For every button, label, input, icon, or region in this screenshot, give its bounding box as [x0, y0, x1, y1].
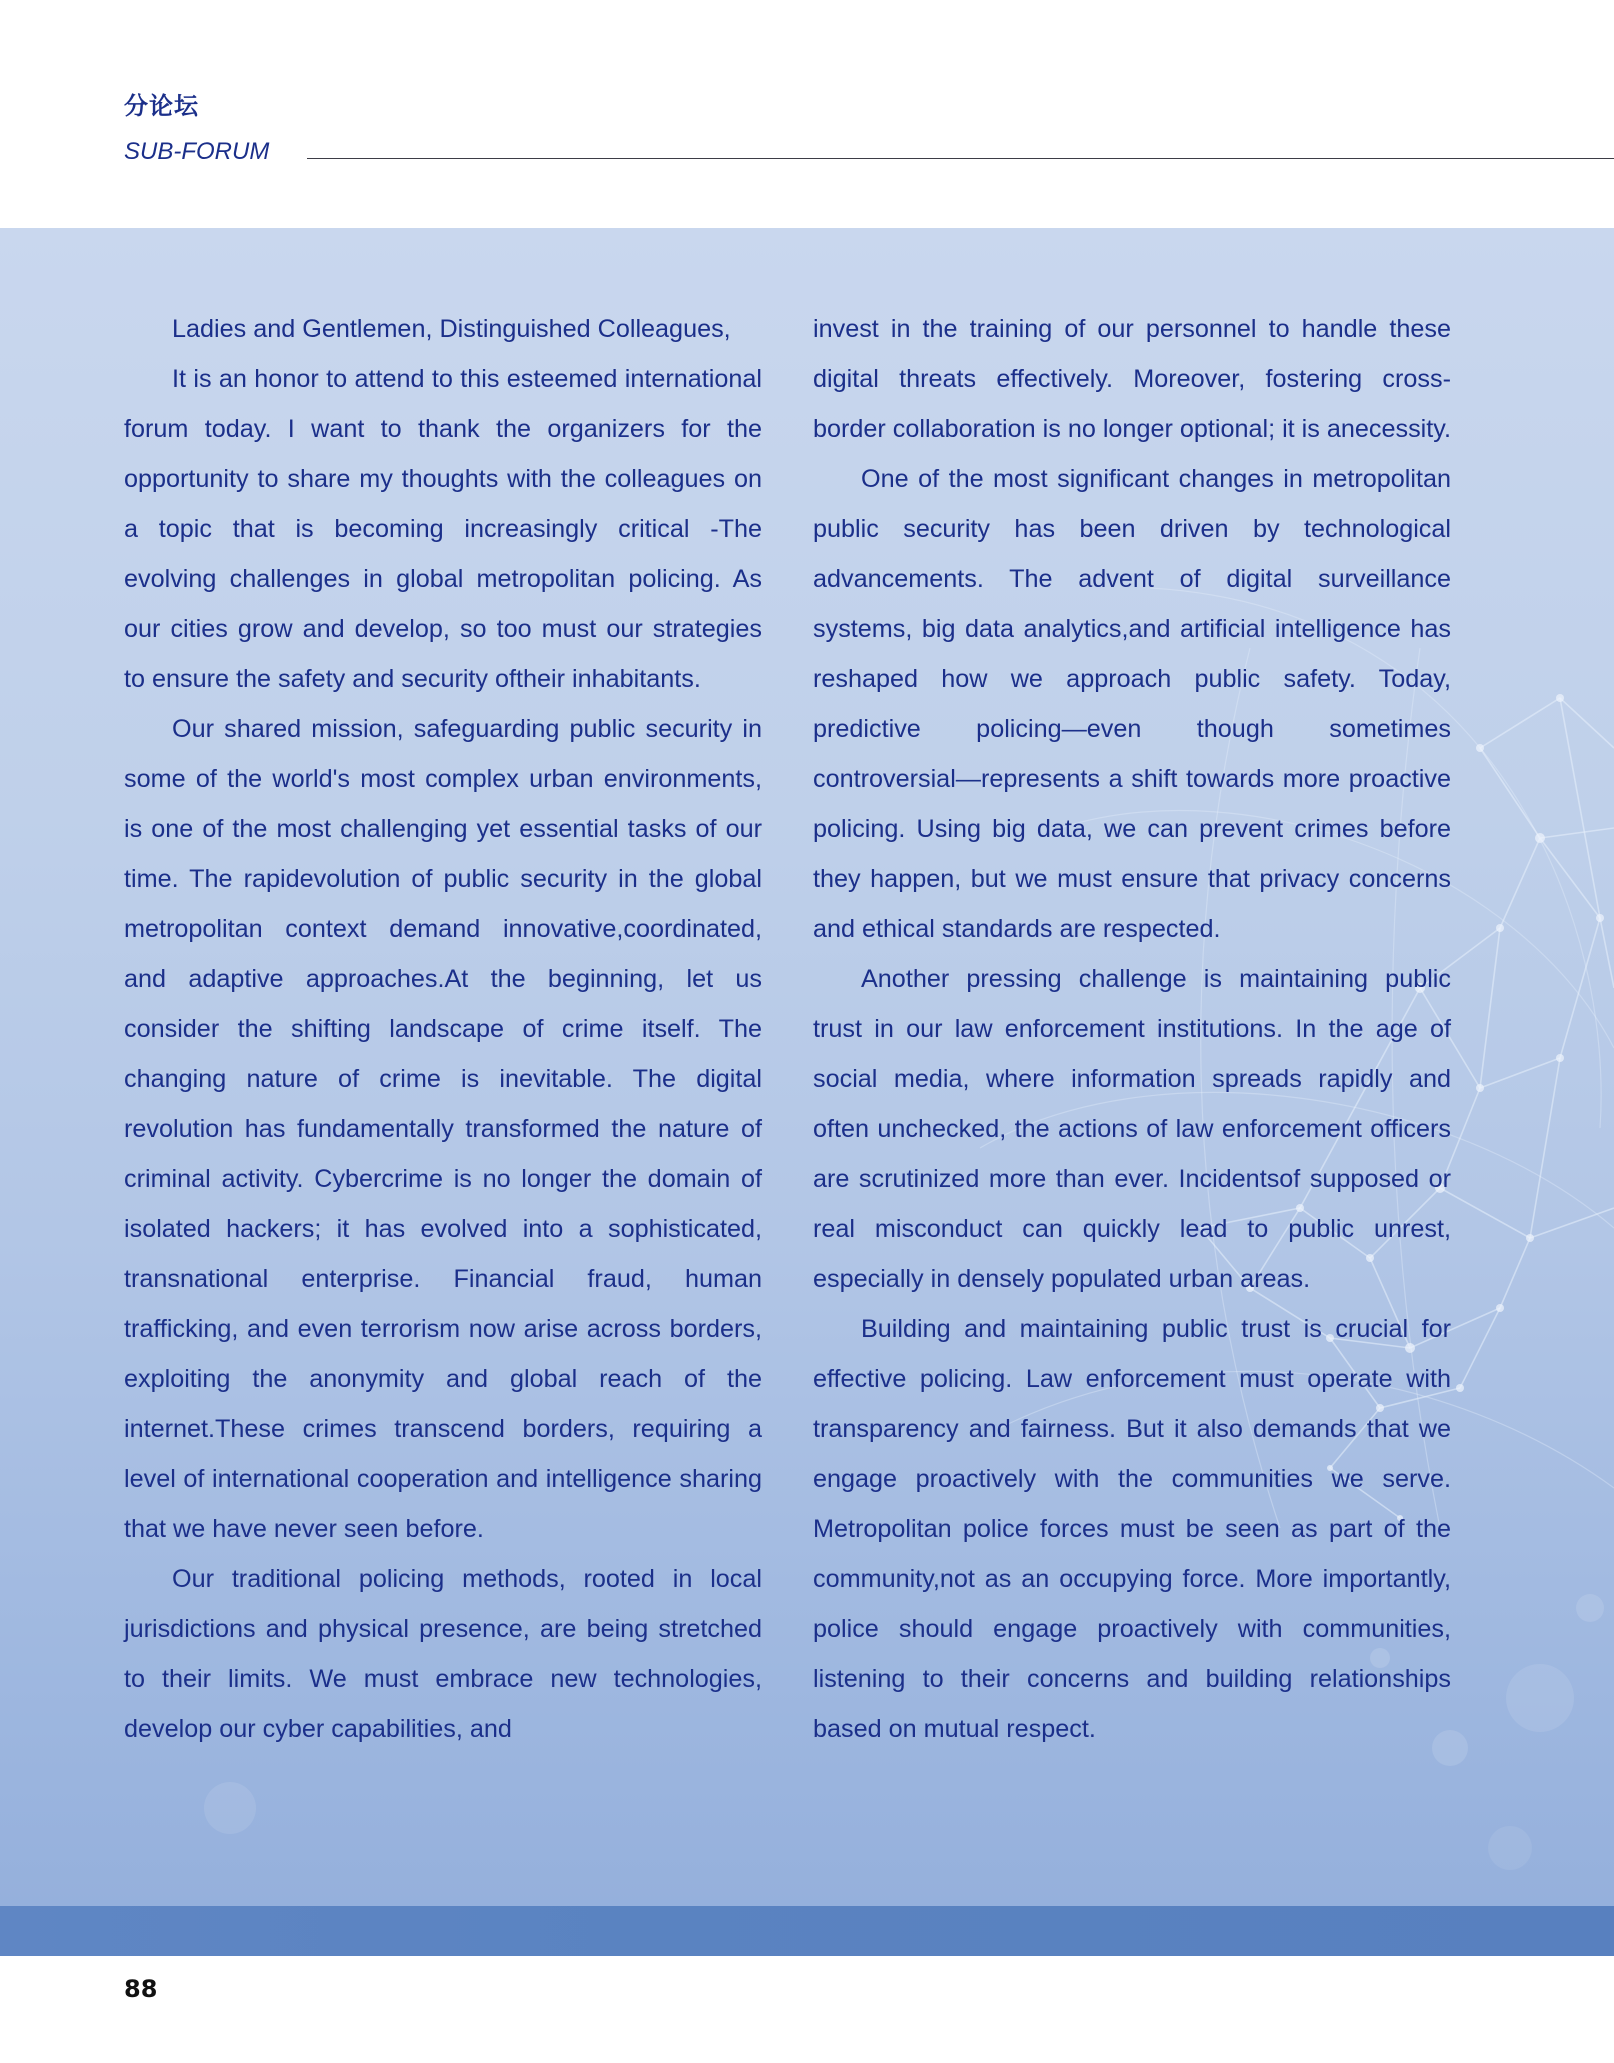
paragraph: invest in the training of our personnel to handle these digital threats effectively. Moreover, fostering cross-border collaboration is no longer optional; it is anecessity.	[813, 315, 1451, 443]
paragraph: Our traditional policing methods, rooted in local jurisdictions and physical presence, are being stretched to their limits. We must embrace new technologies, develop our cyber capabilities, and	[124, 1565, 762, 1743]
paragraph: Ladies and Gentlemen, Distinguished Colleagues,	[172, 315, 731, 343]
paragraph: Our shared mission, safeguarding public security in some of the world's most complex urban environments, is one of the most challenging yet essential tasks of our time. The rapidevolution of public security in the global metropolitan context demand innovative,coordinated, and adaptive approaches.At the beginning, let us consider the shifting landscape of crime itself. The changing nature of crime is inevitable. The digital revolution has fundamentally transformed the nature of criminal activity. Cybercrime is no longer the domain of isolated hackers; it has evolved into a sophisticated, transnational enterprise. Financial fraud, human trafficking, and even terrorism now arise across borders, exploiting the anonymity and global reach of the internet.These crimes transcend borders, requiring a level of international cooperation and intelligence sharing that we have never seen before.	[124, 715, 762, 1543]
section-subtitle: SUB-FORUM	[124, 138, 270, 165]
paragraph: It is an honor to attend to this esteemed international forum today. I want to thank the organizers for the opportunity to share my thoughts with the colleagues on a topic that is becoming increasingly critical -The evolving challenges in global metropolitan policing. As our cities grow and develop, so too must our strategies to ensure the safety and security oftheir inhabitants.	[124, 365, 762, 693]
header-divider	[307, 158, 1614, 159]
section-title: 分论坛	[124, 92, 199, 120]
paragraph: Building and maintaining public trust is crucial for effective policing. Law enforcement must operate with transparency and fairness. But it also demands that we engage proactively with the communities we serve. Metropolitan police forces must be seen as part of the community,not as an occupying force. More importantly, police should engage proactively with communities, listening to their concerns and building relationships based on mutual respect.	[813, 1315, 1451, 1743]
article-column-left	[124, 304, 762, 1754]
footer-band	[0, 1906, 1614, 1956]
paragraph: One of the most significant changes in metropolitan public security has been driven by technological advancements. The advent of digital surveillance systems, big data analytics,and artificial intelligence has reshaped how we approach public safety. Today, predictive policing—even though sometimes controversial—represents a shift towards more proactive policing. Using big data, we can prevent crimes before they happen, but we must ensure that privacy concerns and ethical standards are respected.	[813, 465, 1451, 943]
page-number: 88	[124, 1975, 158, 2003]
paragraph: Another pressing challenge is maintaining public trust in our law enforcement institutions. In the age of social media, where information spreads rapidly and often unchecked, the actions of law enforcement officers are scrutinized more than ever. Incidentsof supposed or real misconduct can quickly lead to public unrest, especially in densely populated urban areas.	[813, 965, 1451, 1293]
article-column-right	[813, 304, 1451, 1754]
